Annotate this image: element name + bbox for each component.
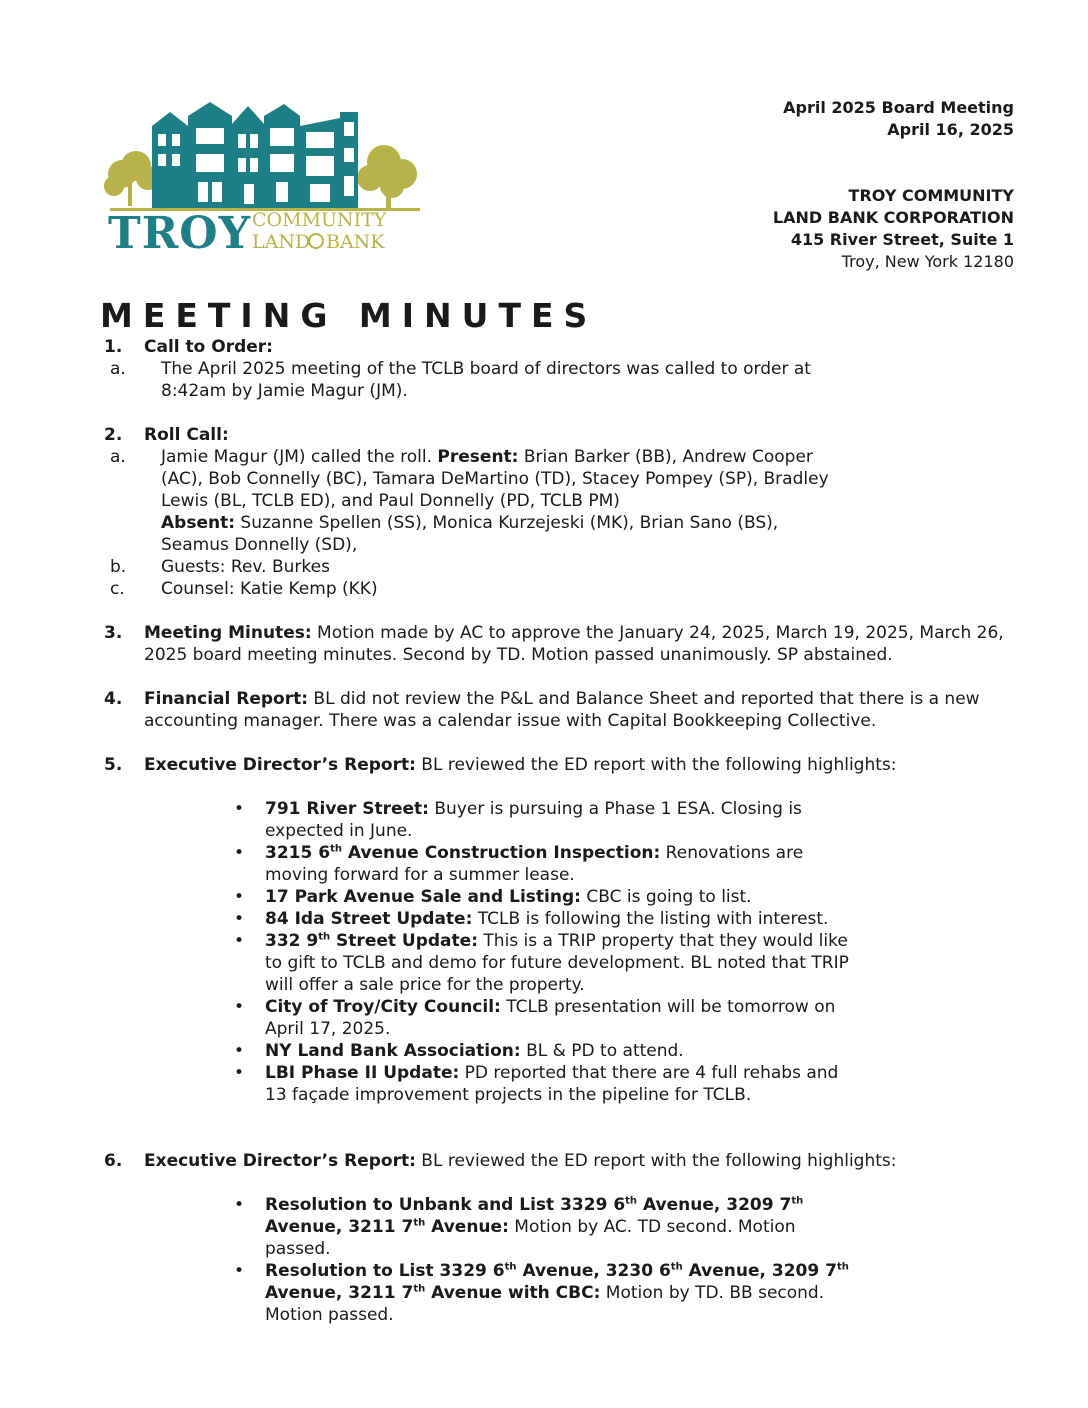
section-label: Executive Director’s Report:: [144, 755, 416, 775]
section-number: 4.: [104, 689, 123, 709]
section-label: Roll Call:: [144, 425, 229, 445]
present-list: Brian Barker (BB), Andrew Cooper (AC), Bob Connelly (BC), Tamara DeMartino (TD), Stacey Pompey (SP), Bradley Lewis (BL, TCLB ED), and Paul Donnelly (PD, TCLB PM): [161, 447, 829, 511]
logo-tree-icon: [309, 234, 323, 248]
sub-item: [104, 358, 841, 402]
meeting-title: April 2025 Board Meeting: [783, 98, 1014, 117]
header-info: [773, 97, 1014, 273]
section-label: Meeting Minutes:: [144, 623, 312, 643]
logo-bank-text: BANK: [326, 231, 385, 253]
list-item: • Resolution to Unbank and List 3329 6th Avenue, 3209 7th Avenue, 3211 7th Avenue: Motion by AC. TD second. Motion passed.: [234, 1195, 804, 1259]
section-text: BL did not review the P&L and Balance Sheet and reported that there is a new accounting manager. There was a calendar issue with Capital Bookkeeping Collective.: [144, 689, 980, 731]
sub-text: Counsel: Katie Kemp (KK): [161, 579, 378, 599]
section-number: 1.: [104, 337, 123, 357]
sub-text: Guests: Rev. Burkes: [161, 557, 330, 577]
sub-item: [104, 556, 841, 578]
sub-item: [104, 578, 841, 600]
section-label: Executive Director’s Report:: [144, 1151, 416, 1171]
list-item: • 17 Park Avenue Sale and Listing: CBC is going to list.: [234, 887, 752, 907]
section-roll-call: [104, 424, 1004, 446]
section-label: Financial Report:: [144, 689, 309, 709]
section-text: Motion made by AC to approve the January 24, 2025, March 19, 2025, March 26, 2025 board meeting minutes. Second by TD. Motion passed unanimously. SP abstained.: [144, 623, 1004, 665]
list-item: • LBI Phase II Update: PD reported that there are 4 full rehabs and 13 façade improvement projects in the pipeline for TCLB.: [234, 1063, 839, 1105]
list-item: • Resolution to List 3329 6th Avenue, 3230 6th Avenue, 3209 7th Avenue, 3211 7th Avenue with CBC: Motion by TD. BB second. Motion passed.: [234, 1261, 849, 1325]
bullet-icon: •: [234, 1041, 245, 1061]
ed-report-highlights: [234, 798, 854, 1106]
list-item: • 3215 6th Avenue Construction Inspection: Renovations are moving forward for a summer lease.: [234, 843, 804, 885]
section-meeting-minutes: [104, 622, 1004, 666]
section-financial-report: [104, 688, 1004, 732]
address-line2: Troy, New York 12180: [841, 252, 1014, 271]
logo-graphic: [100, 96, 430, 256]
section-text: BL reviewed the ED report with the following highlights:: [415, 1151, 897, 1171]
section-ed-report-resolutions: [104, 1150, 1004, 1172]
sub-letter: a.: [110, 447, 126, 467]
sub-item: [104, 446, 841, 556]
org-name-line2: LAND BANK CORPORATION: [772, 208, 1014, 227]
absent-list: Suzanne Spellen (SS), Monica Kurzejeski (MK), Brian Sano (BS), Seamus Donnelly (SD),: [161, 513, 779, 555]
present-label: Present:: [437, 447, 519, 467]
logo-community-text: COMMUNITY: [252, 209, 387, 231]
sub-letter: a.: [110, 359, 126, 379]
bullet-icon: •: [234, 799, 245, 819]
org-name-line1: TROY COMMUNITY: [848, 186, 1014, 205]
list-item: • NY Land Bank Association: BL & PD to attend.: [234, 1041, 684, 1061]
sub-text: The April 2025 meeting of the TCLB board of directors was called to order at 8:42am by Jamie Magur (JM).: [161, 359, 811, 401]
section-number: 6.: [104, 1151, 123, 1171]
sub-letter: c.: [110, 579, 125, 599]
section-number: 3.: [104, 623, 123, 643]
bullet-icon: •: [234, 887, 245, 907]
troy-community-land-bank-logo: [100, 96, 430, 256]
resolutions-list: [234, 1194, 854, 1326]
logo-troy-text: TROY: [108, 208, 252, 256]
section-text: BL reviewed the ED report with the following highlights:: [415, 755, 897, 775]
sub-letter: b.: [110, 557, 127, 577]
list-item: • 84 Ida Street Update: TCLB is following the listing with interest.: [234, 909, 829, 929]
meeting-date: April 16, 2025: [887, 120, 1014, 139]
section-call-to-order: [104, 336, 1004, 358]
section-number: 5.: [104, 755, 123, 775]
bullet-icon: •: [234, 843, 245, 863]
roll-intro: Jamie Magur (JM) called the roll.: [161, 447, 438, 467]
bullet-icon: •: [234, 931, 245, 951]
bullet-icon: •: [234, 1195, 245, 1215]
list-item: • 791 River Street: Buyer is pursuing a Phase 1 ESA. Closing is expected in June.: [234, 799, 802, 841]
bullet-icon: •: [234, 1063, 245, 1083]
logo-land-text: LAND: [252, 231, 311, 253]
section-ed-report: [104, 754, 1004, 776]
bullet-icon: •: [234, 909, 245, 929]
section-label: Call to Order:: [144, 337, 273, 357]
bullet-icon: •: [234, 997, 245, 1017]
page-title: MEETING MINUTES: [100, 296, 598, 335]
minutes-body: [104, 336, 1004, 1326]
address-line1: 415 River Street, Suite 1: [790, 230, 1014, 249]
list-item: • City of Troy/City Council: TCLB presentation will be tomorrow on April 17, 2025.: [234, 997, 836, 1039]
absent-label: Absent:: [161, 513, 236, 533]
section-number: 2.: [104, 425, 123, 445]
bullet-icon: •: [234, 1261, 245, 1281]
list-item: • 332 9th Street Update: This is a TRIP property that they would like to gift to TCLB and demo for future development. BL noted that TRIP will offer a sale price for the property.: [234, 931, 849, 995]
